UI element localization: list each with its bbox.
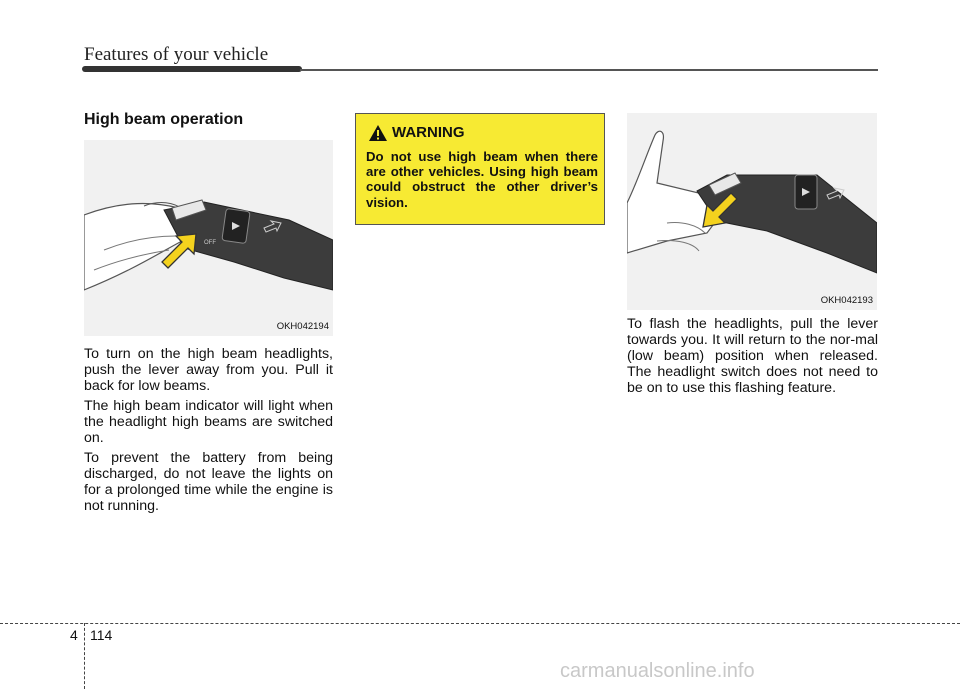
footer-rule: [0, 623, 960, 624]
chapter-number: 4: [70, 627, 78, 643]
figure-high-beam-push: [84, 140, 333, 336]
figure-code: OKH042193: [820, 295, 873, 306]
page-number: 114: [90, 627, 113, 643]
paragraph: To prevent the battery from being discharged, do not leave the lights on for a prolonged time while the engine is not running.: [84, 450, 333, 514]
section-title: High beam operation: [84, 111, 244, 128]
figure-flash-pull: [627, 113, 877, 310]
paragraph: The high beam indicator will light when the headlight high beams are switched on.: [84, 398, 333, 446]
header-title: Features of your vehicle: [84, 44, 269, 65]
footer-divider: [84, 623, 85, 689]
header-rule: [300, 69, 878, 71]
lever-pull-illustration: [627, 113, 877, 310]
warning-title: WARNING: [392, 124, 465, 141]
switch-off-label: OFF: [204, 240, 216, 246]
header-bar: [82, 66, 302, 72]
watermark: carmanualsonline.info: [560, 660, 755, 682]
paragraph: To flash the headlights, pull the lever towards you. It will return to the nor-mal (low beam) position when released. The headlight switch does not need to be on to use this flashing feature.: [627, 316, 878, 396]
warning-text: Do not use high beam when there are other vehicles. Using high beam could obstruct the other driver’s vision.: [366, 149, 598, 210]
warning-box: [355, 113, 605, 225]
figure-code: OKH042194: [276, 321, 329, 332]
warning-triangle-icon: [368, 124, 388, 142]
lever-push-illustration: [84, 140, 333, 336]
paragraph: To turn on the high beam headlights, push the lever away from you. Pull it back for low beams.: [84, 346, 333, 394]
